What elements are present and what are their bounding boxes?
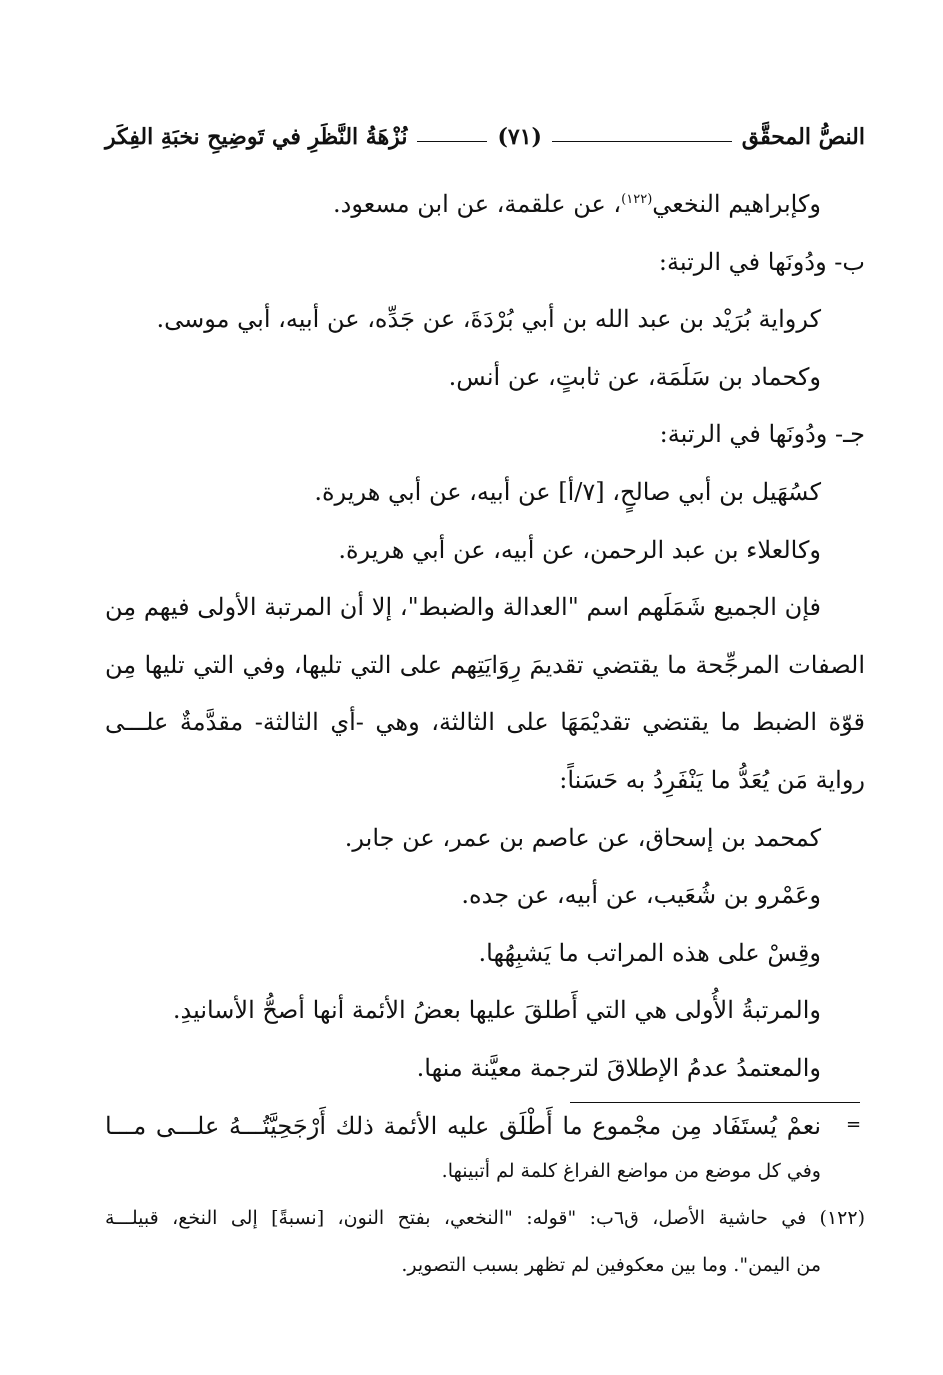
paragraph-line: الصفات المرجِّحة ما يقتضي تقديمَ رِوَايَتِهم على التي تليها، وفي التي تليها مِن xyxy=(105,650,865,679)
text-line: وقِسْ على هذه المراتب ما يَشبِهُها. xyxy=(478,938,821,967)
text-line: والمعتمدُ عدمُ الإطلاقَ لترجمة معيَّنة منها. xyxy=(416,1053,821,1082)
paragraph-line: نعمْ يُستَفَاد مِن مجْموع ما أَطْلَق عليه الأئمة ذلك أَرْجَحِيَّتُـــهُ علـــى مـــا xyxy=(105,1111,821,1140)
text-line: وعَمْرو بن شُعَيب، عن أبيه، عن جده. xyxy=(461,881,821,910)
paragraph-line: فإن الجميع شَمَلَهم اسم "العدالة والضبط"، إلا أن المرتبة الأولى فيهم مِن xyxy=(105,593,821,622)
section-heading: جـ- ودُونَها في الرتبة: xyxy=(659,420,865,449)
text-line: كسُهَيل بن أبي صالحٍ، [٧/أ] عن أبيه، عن أبي هريرة. xyxy=(314,477,821,506)
footnote-line: وفي كل موضع من مواضع الفراغ كلمة لم أتبينها. xyxy=(441,1160,821,1182)
footnotes xyxy=(105,1148,865,1289)
header-rule-right xyxy=(417,141,487,142)
page-number: (٧١) xyxy=(497,124,542,150)
footnote-continuation-mark: = xyxy=(846,1114,862,1135)
text-line: كمحمد بن إسحاق، عن عاصم بن عمر، عن جابر. xyxy=(344,823,821,852)
header-rule-left xyxy=(552,141,732,142)
paragraph-line: رواية مَن يُعَدُّ ما يَنْفَرِدُ به حَسَناً: xyxy=(559,765,865,794)
header-left-title: النصُّ المحقَّق xyxy=(741,124,865,150)
paragraph-line: قوّة الضبط ما يقتضي تقديْمَهَا على الثالثة، وهي -أي الثالثة- مقدَّمةٌ علـــى xyxy=(105,708,865,737)
text-line-start: وكإبراهيم النخعي xyxy=(652,190,821,218)
text-line xyxy=(105,176,865,234)
footnote-line: (١٢٢) في حاشية الأصل، ق٦ب: "قوله: "النخعي، بفتح النون، [نسبةً] إلى النخع، قبيلـــة xyxy=(105,1207,865,1229)
section-heading: ب- ودُونَها في الرتبة: xyxy=(658,247,865,276)
page-header xyxy=(105,112,865,162)
main-text xyxy=(105,176,865,1155)
footnote-reference: (١٢٢) xyxy=(621,192,653,207)
text-line: وكحماد بن سَلَمَة، عن ثابتٍ، عن أنس. xyxy=(448,362,821,391)
footnote-line: من اليمن". وما بين معكوفين لم تظهر بسبب التصوير. xyxy=(401,1254,821,1276)
header-right-title: نُزْهَةُ النَّظَرِ في تَوضِيحِ نخبَةِ الفِكَر xyxy=(105,124,408,150)
footnote-separator xyxy=(570,1102,860,1103)
text-line: كرواية بُرَيْد بن عبد الله بن أبي بُرْدَةَ، عن جَدِّه، عن أبيه، أبي موسى. xyxy=(156,305,821,334)
text-line-end: ، عن علقمة، عن ابن مسعود. xyxy=(333,190,622,218)
text-line: والمرتبةُ الأُولى هي التي أَطلقَ عليها بعضُ الأئمة أنها أصحُّ الأسانيدِ. xyxy=(172,996,821,1025)
text-line: وكالعلاء بن عبد الرحمن، عن أبيه، عن أبي هريرة. xyxy=(338,535,821,564)
